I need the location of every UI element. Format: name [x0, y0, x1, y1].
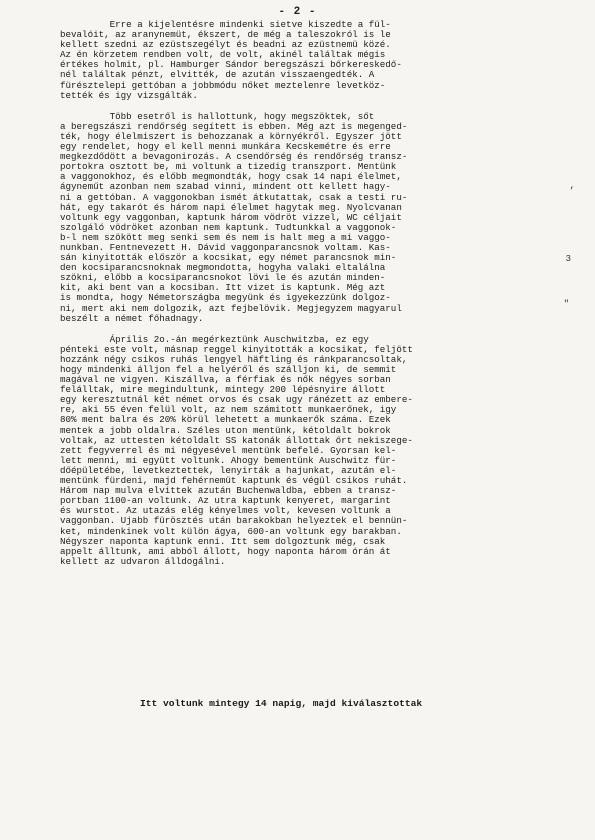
text-line: hát, egy takarót és három napi élelmet hagytak meg. Nyolcvanan	[60, 201, 402, 213]
closing-line: Itt voltunk mintegy 14 napig, majd kiválasztottak	[140, 698, 423, 709]
text-line: kellett szedni az ezüstszegélyt és beadni az ezüstnemü közé.	[60, 39, 391, 51]
text-line: nél találtak pénzt, elvitték, de azután visszaengedték. A	[60, 69, 375, 81]
paragraph-2	[60, 112, 560, 324]
text-line: Több esetről is hallottunk, hogy megszöktek, sőt	[60, 110, 375, 122]
text-line: Négyszer naponta kaptunk enni. Itt sem dolgoztunk még, csak	[60, 535, 386, 547]
text-line: egy rendelet, hogy el kell menni munkára Kecskemétre és erre	[60, 141, 391, 153]
text-line: sán kinyitották először a kocsikat, egy német parancsnok min-	[60, 252, 397, 264]
text-line: portban 1100-an voltunk. Az utra kaptunk kenyeret, margarint	[60, 495, 391, 507]
text-line: kellett az udvaron álldogálni.	[60, 555, 226, 567]
text-line: vaggonban. Ujabb fürösztés után barakokban helyeztek el bennün-	[60, 515, 408, 527]
text-line: Három nap mulva elvittek azután Buchenwaldba, ebben a transz-	[60, 485, 397, 497]
text-line: tették és igy vizsgálták.	[60, 89, 198, 101]
text-line: hogy mindenki álljon fel a helyéről és szálljon ki, de semmit	[60, 364, 397, 375]
text-line: ni, mert aki nem dolgozik, azt fejbelövik. Megjegyzem magyarul	[60, 302, 402, 314]
paragraph-1	[60, 20, 560, 101]
text-line: magával ne vigyen. Kiszállva, a férfiak és nők négyes sorban	[60, 374, 391, 386]
text-line: mentek a jobb oldalra. Széles uton mentünk, kétoldalt bokrok	[60, 424, 391, 436]
margin-mark: "	[563, 299, 569, 309]
text-line: 80% ment balra és 20% körül lehetett a munkaerők száma. Ezek	[60, 414, 391, 426]
text-line: fürésztelepi gettóban a jobbmódu nőket meztelenre levetköz-	[60, 79, 386, 91]
text-line: dőépületébe, levetkeztettek, lenyirták a hajunkat, azután el-	[60, 464, 397, 476]
text-line: re, aki 55 éven felül volt, az nem számitott munkaerőnek, igy	[60, 404, 397, 416]
text-line: Az én körzetem rendben volt, de volt, akinél találtak mégis	[60, 49, 386, 61]
text-line: appelt álltunk, ami abból állott, hogy naponta három órán át	[60, 545, 391, 557]
margin-mark: 3	[565, 254, 571, 264]
text-line: szolgáló vödröket azonban nem kaptunk. Tudtunkkal a vaggonok-	[60, 221, 397, 233]
margin-mark: ,	[569, 181, 575, 191]
text-line: lett menni, mi együtt voltunk. Ahogy bementünk Auschwitz für-	[60, 454, 397, 466]
text-line: ték, hogy élelmiszert is behozzanak a környékről. Egyszer jött	[60, 130, 402, 142]
text-line: b-l nem szökött meg senki sem és nem is halt meg a mi vaggo-	[60, 231, 391, 243]
text-line: kit, aki bent van a kocsiban. Itt vizet is kaptunk. Még azt	[60, 282, 386, 294]
text-line: pénteki este volt, másnap reggel kinyitották a kocsikat, feljött	[60, 343, 413, 355]
text-line: Erre a kijelentésre mindenki sietve kiszedte a fül-	[60, 19, 391, 30]
text-line: voltak, az uttesten kétoldalt SS katonák állottak őrt nekiszege-	[60, 434, 413, 446]
text-line: Április 2o.-án megérkeztünk Auschwitzba, ez egy	[60, 333, 369, 345]
text-line: egy keresztutnál két német orvos és csak ugy ránézett az embere-	[60, 394, 413, 406]
text-line: mentünk fürdeni, majd fehérnemüt kaptunk és végül csikos ruhát.	[60, 475, 408, 487]
text-line: a beregszászi rendőrség segített is ebben. Még azt is megenged-	[60, 120, 408, 132]
text-line: megkezdődött a bevagonirozás. A csendőrség és rendőrség transz-	[60, 151, 408, 163]
text-line: hozzánk négy csikos ruhás lengyel häftling és ránkparancsoltak,	[60, 353, 408, 365]
text-line: értékes holmit, pl. Hamburger Sándor beregszászi bőrkereskedő-	[60, 59, 402, 71]
text-line: a vaggonokhoz, és előbb megmondták, hogy csak 14 napi élelmet,	[60, 171, 402, 183]
text-line: ni a gettóban. A vaggonokban ismét átkutattak, csak a testi ru-	[60, 191, 408, 203]
text-line: zett fegyverrel és mi négyesével mentünk befelé. Gyorsan kel-	[60, 444, 397, 456]
text-line: den kocsiparancsnoknak megmondotta, hogyha valaki eltalálna	[60, 262, 386, 274]
page-number: - 2 -	[278, 6, 317, 18]
text-line: ágyneműt azonban nem szabad vinni, mindent ott kellett hagy-	[60, 181, 391, 193]
text-line: voltunk egy vaggonban, kaptunk három vödröt vizzel, WC céljait	[60, 211, 402, 223]
text-line: ket, mindenkinek volt külön ágya, 600-an voltunk egy barakban.	[60, 525, 402, 537]
paragraph-3	[60, 335, 560, 567]
text-line: szökni, előbb a kocsiparancsnokot lövi le és azután minden-	[60, 272, 386, 284]
text-line: felálltak, mire megindultunk, mintegy 200 lépésnyire állott	[60, 384, 386, 396]
text-line: bevalóit, az aranynemüt, ékszert, de még a taleszokról is le	[60, 29, 391, 41]
document-body	[60, 20, 560, 567]
text-line: beszélt a német főhadnagy.	[60, 312, 204, 324]
text-line: és wurstot. Az utazás elég kényelmes volt, kevesen voltunk a	[60, 505, 391, 517]
text-line: portokra osztott be, mi voltunk a tizedig transzport. Mentünk	[60, 161, 397, 173]
text-line: is mondta, hogy Németországba megyünk és igyekezzünk dolgoz-	[60, 292, 391, 304]
text-line: nunkban. Fentnevezett H. Dávid vaggonparancsnok voltam. Kas-	[60, 241, 391, 253]
